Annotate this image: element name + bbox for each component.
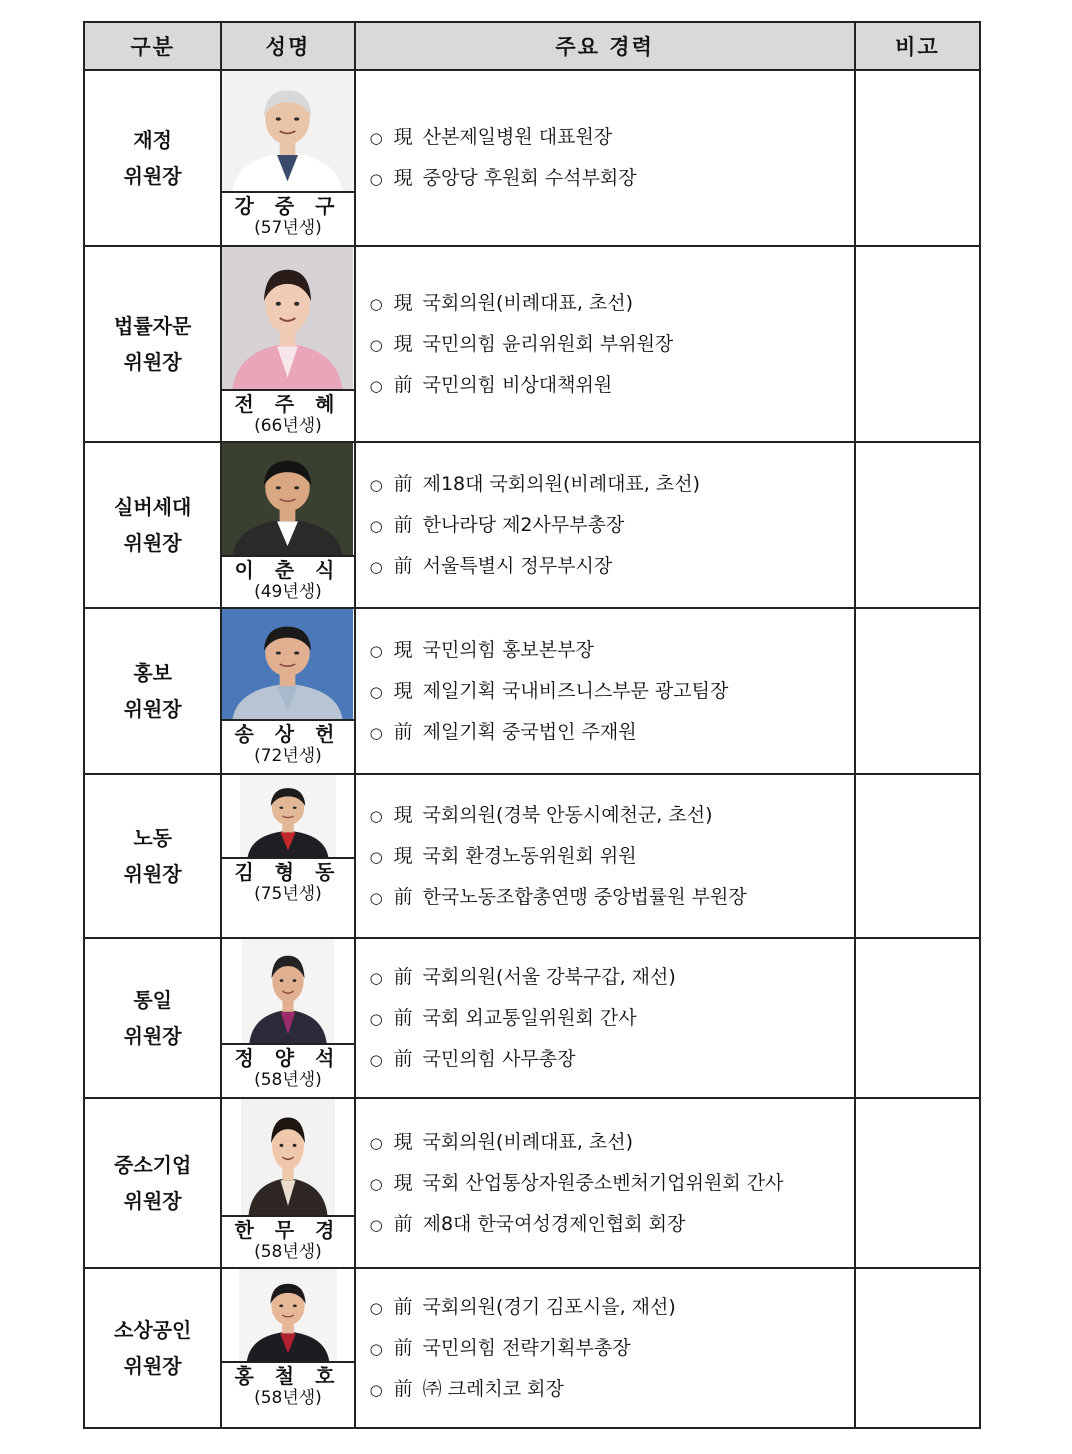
bullet-circle-icon: ○	[369, 806, 383, 825]
category-cell	[84, 1268, 221, 1428]
bullet-circle-icon: ○	[369, 1133, 383, 1152]
career-item	[370, 1122, 854, 1163]
bullet-circle-icon: ○	[369, 335, 383, 354]
note-cell	[855, 938, 980, 1098]
career-item	[370, 1163, 854, 1204]
note-cell	[855, 70, 980, 246]
portrait-photo	[222, 1269, 353, 1363]
bullet-circle-icon: ○	[369, 1050, 383, 1069]
category-line: 위원장	[123, 1024, 182, 1048]
career-text: 국민의힘 비상대책위원	[422, 373, 613, 396]
career-status-mark: 現	[393, 638, 413, 661]
category-line: 중소기업	[114, 1153, 192, 1177]
note-cell	[855, 1098, 980, 1268]
category-line: 실버세대	[114, 495, 192, 519]
career-item	[370, 1369, 854, 1410]
career-item	[370, 1287, 854, 1328]
career-cell	[355, 774, 855, 938]
career-item	[370, 877, 854, 918]
career-item	[370, 630, 854, 671]
career-text: 제일기획 국내비즈니스부문 광고팀장	[422, 679, 729, 702]
career-cell	[355, 608, 855, 774]
header-name: 성명	[221, 22, 354, 70]
career-status-mark: 現	[393, 332, 413, 355]
career-item	[370, 795, 854, 836]
person-name: 정 양 석	[234, 1046, 342, 1070]
portrait-photo	[222, 443, 353, 557]
note-cell	[855, 608, 980, 774]
portrait-photo	[222, 247, 353, 391]
person-name: 강 중 구	[234, 194, 342, 218]
birth-year: (75년생)	[254, 884, 322, 904]
bullet-circle-icon: ○	[369, 475, 383, 494]
career-text: 제일기획 중국법인 주재원	[422, 720, 637, 743]
career-text: 산본제일병원 대표원장	[422, 126, 613, 148]
category-cell	[84, 246, 221, 442]
career-status-mark: 前	[393, 965, 413, 988]
portrait-photo	[222, 71, 353, 193]
career-item	[370, 1204, 854, 1245]
bullet-circle-icon: ○	[369, 1339, 383, 1358]
portrait-photo	[222, 939, 353, 1045]
bullet-circle-icon: ○	[369, 557, 383, 576]
category-line: 위원장	[123, 164, 182, 188]
note-cell	[855, 246, 980, 442]
career-status-mark: 現	[393, 1171, 413, 1194]
career-status-mark: 前	[393, 720, 413, 743]
name-cell	[221, 442, 354, 608]
name-cell	[221, 938, 354, 1098]
career-text: 한국노동조합총연맹 중앙법률원 부원장	[422, 885, 747, 908]
bullet-circle-icon: ○	[369, 1215, 383, 1234]
name-cell	[221, 608, 354, 774]
career-item	[370, 671, 854, 712]
career-text: 국민의힘 홍보본부장	[422, 638, 594, 661]
category-cell	[84, 70, 221, 246]
career-status-mark: 前	[393, 1295, 413, 1318]
header-career: 주요 경력	[355, 22, 855, 70]
bullet-circle-icon: ○	[369, 376, 383, 395]
category-cell	[84, 1098, 221, 1268]
portrait-photo	[222, 1099, 353, 1217]
birth-year: (58년생)	[254, 1070, 322, 1090]
career-status-mark: 前	[393, 1377, 413, 1400]
career-text: 국회의원(경북 안동시예천군, 초선)	[422, 803, 713, 826]
career-status-mark: 現	[393, 803, 413, 826]
table-row	[84, 1268, 980, 1428]
career-status-mark: 前	[393, 1047, 413, 1070]
career-cell	[355, 938, 855, 1098]
bullet-circle-icon: ○	[369, 1009, 383, 1028]
career-status-mark: 前	[393, 1212, 413, 1235]
category-line: 법률자문	[114, 314, 192, 338]
career-item	[370, 158, 854, 199]
name-cell	[221, 774, 354, 938]
career-status-mark: 前	[393, 1336, 413, 1359]
career-text: 국민의힘 윤리위원회 부위원장	[422, 332, 674, 355]
bullet-circle-icon: ○	[369, 516, 383, 535]
person-name: 김 형 동	[234, 860, 342, 884]
career-text: 국회 산업통상자원중소벤처기업위원회 간사	[422, 1171, 784, 1194]
career-item	[370, 712, 854, 753]
birth-year: (72년생)	[254, 746, 322, 766]
category-line: 위원장	[123, 1189, 182, 1213]
birth-year: (66년생)	[254, 416, 322, 436]
table-row	[84, 70, 980, 246]
birth-year: (57년생)	[254, 218, 322, 238]
person-name: 전 주 혜	[234, 392, 342, 416]
career-cell	[355, 1098, 855, 1268]
table-row	[84, 608, 980, 774]
career-text: 국회의원(경기 김포시을, 재선)	[422, 1295, 676, 1318]
portrait-photo	[222, 609, 353, 721]
note-cell	[855, 442, 980, 608]
bullet-circle-icon: ○	[369, 1380, 383, 1399]
category-line: 재정	[133, 128, 172, 152]
career-cell	[355, 442, 855, 608]
table-row	[84, 246, 980, 442]
career-status-mark: 現	[393, 126, 413, 148]
bullet-circle-icon: ○	[369, 1174, 383, 1193]
career-text: 서울특별시 정무부시장	[422, 554, 613, 577]
table-row	[84, 774, 980, 938]
category-cell	[84, 608, 221, 774]
career-text: 한나라당 제2사무부총장	[422, 513, 625, 536]
career-text: 제18대 국회의원(비례대표, 초선)	[422, 472, 700, 495]
header-note: 비고	[855, 22, 980, 70]
career-cell	[355, 246, 855, 442]
birth-year: (58년생)	[254, 1388, 322, 1408]
career-status-mark: 前	[393, 373, 413, 396]
career-item	[370, 117, 854, 158]
career-text: 국회 외교통일위원회 간사	[422, 1006, 637, 1029]
career-status-mark: 現	[393, 167, 413, 189]
name-cell	[221, 1268, 354, 1428]
career-item	[370, 464, 854, 505]
category-line: 노동	[133, 826, 172, 850]
career-item	[370, 957, 854, 998]
career-item	[370, 1039, 854, 1080]
category-line: 위원장	[123, 862, 182, 886]
career-status-mark: 前	[393, 513, 413, 536]
category-cell	[84, 938, 221, 1098]
career-status-mark: 現	[393, 844, 413, 867]
career-status-mark: 前	[393, 1006, 413, 1029]
category-line: 위원장	[123, 350, 182, 374]
career-status-mark: 現	[393, 1130, 413, 1153]
birth-year: (58년생)	[254, 1242, 322, 1262]
career-status-mark: 前	[393, 472, 413, 495]
career-item	[370, 365, 854, 406]
career-item	[370, 998, 854, 1039]
person-name: 홍 철 호	[234, 1364, 342, 1388]
header-row	[84, 22, 980, 70]
note-cell	[855, 1268, 980, 1428]
category-line: 위원장	[123, 697, 182, 721]
table-row	[84, 442, 980, 608]
career-status-mark: 前	[393, 554, 413, 577]
career-cell	[355, 1268, 855, 1428]
career-text: 국민의힘 전략기획부총장	[422, 1336, 631, 1359]
table-row	[84, 1098, 980, 1268]
career-text: 제8대 한국여성경제인협회 회장	[422, 1212, 686, 1235]
career-status-mark: 前	[393, 885, 413, 908]
category-line: 소상공인	[114, 1318, 192, 1342]
bullet-circle-icon: ○	[369, 170, 383, 188]
person-name: 한 무 경	[234, 1218, 342, 1242]
name-cell	[221, 1098, 354, 1268]
name-cell	[221, 246, 354, 442]
career-text: 국회 환경노동위원회 위원	[422, 844, 637, 867]
header-category: 구분	[84, 22, 221, 70]
career-item	[370, 505, 854, 546]
career-text: 국회의원(비례대표, 초선)	[422, 291, 634, 314]
category-line: 위원장	[123, 531, 182, 555]
career-text: ㈜ 크레치코 회장	[422, 1377, 564, 1400]
bullet-circle-icon: ○	[369, 682, 383, 701]
note-cell	[855, 774, 980, 938]
bullet-circle-icon: ○	[369, 723, 383, 742]
career-item	[370, 283, 854, 324]
career-item	[370, 836, 854, 877]
career-status-mark: 現	[393, 679, 413, 702]
bullet-circle-icon: ○	[369, 1298, 383, 1317]
career-text: 국민의힘 사무총장	[422, 1047, 576, 1070]
category-line: 통일	[133, 988, 172, 1012]
career-text: 국회의원(서울 강북구갑, 재선)	[422, 965, 676, 988]
bullet-circle-icon: ○	[369, 294, 383, 313]
portrait-photo	[222, 775, 353, 859]
category-line: 홍보	[133, 661, 172, 685]
career-text: 중앙당 후원회 수석부회장	[422, 167, 637, 189]
category-cell	[84, 774, 221, 938]
career-cell	[355, 70, 855, 246]
person-name: 송 상 헌	[234, 722, 342, 746]
bullet-circle-icon: ○	[369, 968, 383, 987]
name-cell	[221, 70, 354, 246]
career-item	[370, 324, 854, 365]
category-cell	[84, 442, 221, 608]
person-name: 이 춘 식	[234, 558, 342, 582]
birth-year: (49년생)	[254, 582, 322, 602]
career-item	[370, 546, 854, 587]
career-status-mark: 現	[393, 291, 413, 314]
table-row	[84, 938, 980, 1098]
career-text: 국회의원(비례대표, 초선)	[422, 1130, 634, 1153]
bullet-circle-icon: ○	[369, 888, 383, 907]
committee-roster-table	[83, 21, 981, 1429]
category-line: 위원장	[123, 1354, 182, 1378]
bullet-circle-icon: ○	[369, 641, 383, 660]
bullet-circle-icon: ○	[369, 129, 383, 147]
career-item	[370, 1328, 854, 1369]
bullet-circle-icon: ○	[369, 847, 383, 866]
